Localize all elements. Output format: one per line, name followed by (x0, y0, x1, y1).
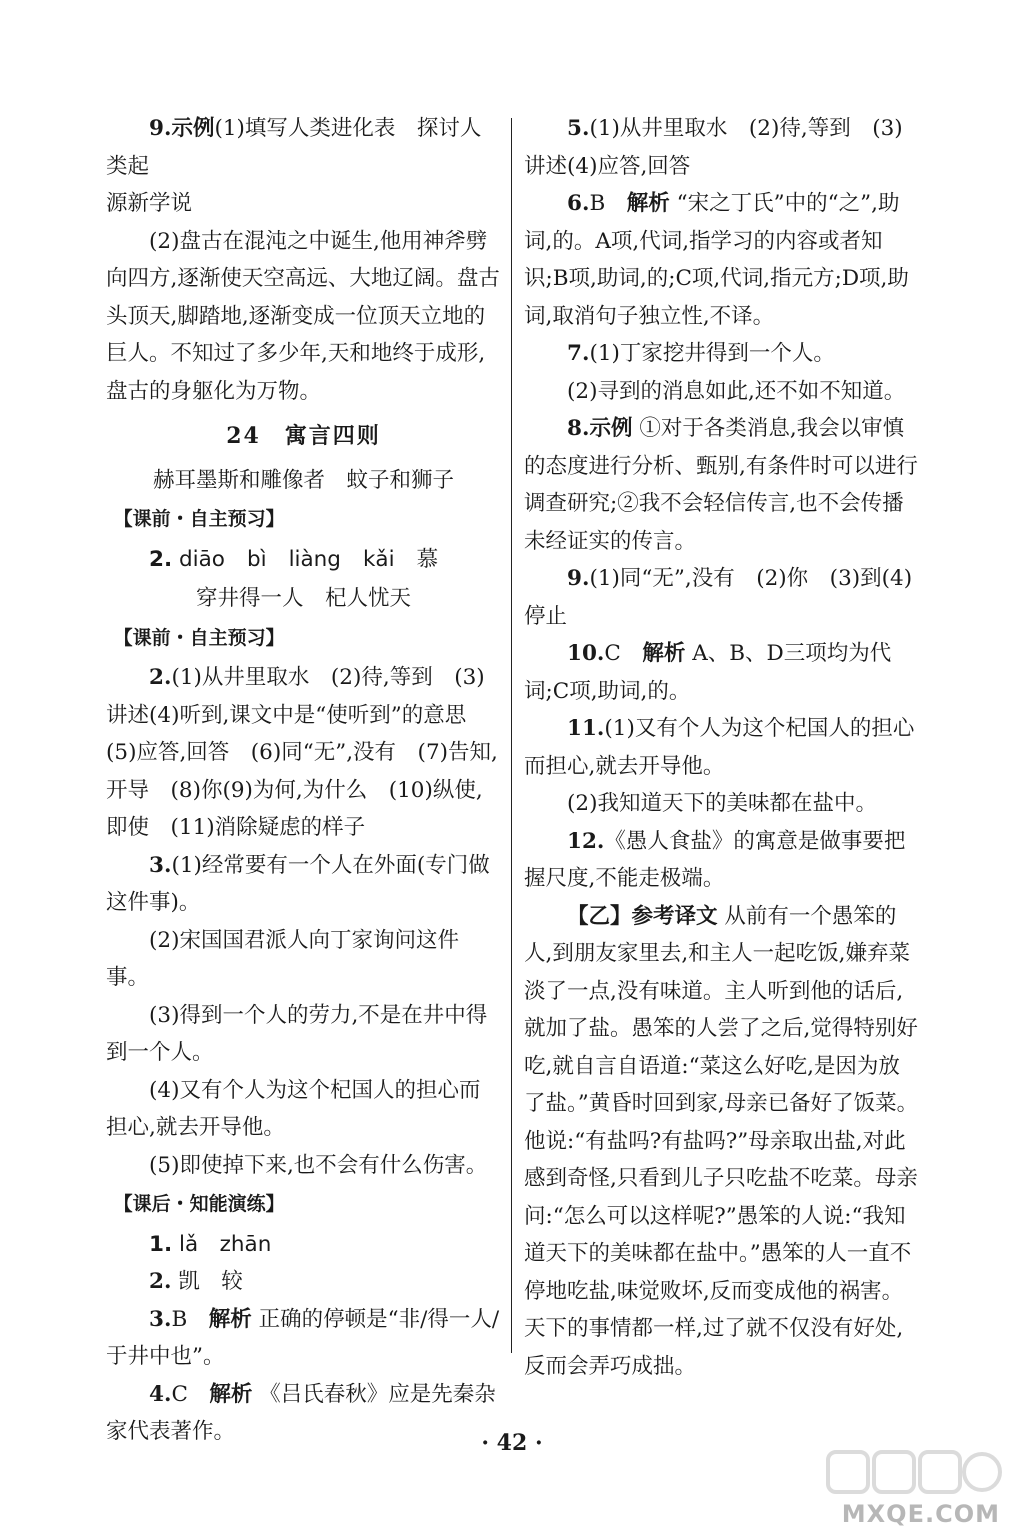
answer-c3-number: 3. (149, 1306, 172, 1332)
translation-text: 从前有一个愚笨的人,到朋友家里去,和主人一起吃饭,嫌弃菜淡了一点,没有味道。主人听到他的话后,就加了盐。愚笨的人尝了之后,觉得特别好吃,就自言自语道:“菜这么好吃,是因为放了盐。”黄昏时回到家,母亲已备好了饭菜。他说:“有盐吗?有盐吗?”母亲取出盐,对此感到奇怪,只看到儿子只吃盐不吃菜。母亲问:“怎么可以这样呢?”愚笨的人说:“我知道天下的美味都在盐中。”愚笨的人一直不停地吃盐,味觉败坏,反而变成他的祸害。天下的事情都一样,过了就不仅没有好处,反而会弄巧成拙。 (524, 903, 919, 1379)
answer-r7-2: (2)寻到的消息如此,还不如不知道。 (567, 378, 906, 404)
translation-paragraph (524, 898, 919, 1386)
answer-c4-number: 4. (149, 1381, 172, 1407)
answer-r5-text: (1)从井里取水 (2)待,等到 (3)讲述(4)应答,回答 (524, 116, 903, 179)
answer-b2 (106, 659, 501, 847)
answer-b3-number: 3. (149, 852, 172, 878)
answer-r6-label: 解析 (626, 191, 670, 216)
column-divider (511, 118, 512, 1353)
answer-r8-number: 8. (567, 416, 590, 441)
answer-r10 (524, 635, 919, 710)
answer-b3-text: (1)经常要有一个人在外面(专门做这件事)。 (106, 852, 490, 915)
q9-label: 示例 (171, 116, 215, 141)
answer-r11 (524, 710, 919, 785)
answer-r12 (524, 823, 919, 898)
answer-c3-choice: B (171, 1306, 188, 1332)
answer-r6-choice: B (589, 191, 606, 216)
pinyin-item: bì (246, 546, 267, 572)
answer-c3 (106, 1301, 501, 1376)
answer-c4-choice: C (171, 1381, 188, 1407)
answer-c3-label: 解析 (208, 1306, 252, 1332)
answer-r10-choice: C (604, 641, 621, 666)
left-column (106, 110, 501, 1451)
answer-r5-number: 5. (567, 116, 590, 141)
answer-r7 (524, 335, 919, 373)
answer-b3-3: (3)得到一个人的劳力,不是在井中得到一个人。 (106, 1002, 488, 1065)
subtitle-2: 穿井得一人 杞人忧天 (195, 586, 411, 611)
answer-r9-text: (1)同“无”,没有 (2)你 (3)到(4)停止 (524, 566, 913, 629)
answer-r6 (524, 185, 919, 335)
answer-2-pinyin (106, 541, 501, 579)
answer-r12-number: 12. (567, 828, 605, 854)
answer-c2-text: 凯 较 (178, 1269, 243, 1294)
answer-c2 (106, 1263, 501, 1301)
answer-c2-number: 2. (149, 1269, 172, 1294)
answer-2-number: 2. (149, 546, 173, 572)
answer-b3-2: (2)宋国国君派人向丁家询问这件事。 (106, 927, 459, 990)
answer-r10-number: 10. (567, 641, 605, 666)
answer-r9 (524, 560, 919, 635)
answer-r9-number: 9. (567, 566, 590, 591)
q9-line2: 源新学说 (106, 191, 193, 216)
pinyin-item: liàng (288, 546, 341, 572)
section-title: 24 寓言四则 (226, 423, 381, 449)
answer-r5 (524, 110, 919, 185)
answer-c3-text: 正确的停顿是“非/得一人/于井中也”。 (106, 1306, 500, 1369)
section-heading-preview-2: 【课前・自主预习】 (113, 626, 285, 649)
pinyin-item: kǎi (362, 546, 395, 572)
answer-r8-label: 示例 (589, 416, 633, 441)
answer-r8 (524, 410, 919, 560)
answer-c1 (106, 1226, 501, 1264)
translation-label: 【乙】参考译文 (567, 903, 718, 929)
answer-r11-number: 11. (567, 716, 605, 741)
answer-r11-2: (2)我知道天下的美味都在盐中。 (567, 791, 877, 816)
answer-r7-number: 7. (567, 341, 590, 366)
subtitle-1: 赫耳墨斯和雕像者 蚊子和狮子 (152, 467, 454, 493)
answer-r11-text: (1)又有个人为这个杞国人的担心而担心,就去开导他。 (524, 716, 915, 779)
answer-b3 (106, 847, 501, 922)
answer-c4-label: 解析 (209, 1381, 253, 1407)
answer-c1-text: lǎ zhān (178, 1231, 272, 1257)
answer-r6-text: “宋之丁氏”中的“之”,助词,的。A项,代词,指学习的内容或者知识;B项,助词,的;C项,代词,指元方;D项,助词,取消句子独立性,不译。 (524, 191, 909, 329)
answer-b2-number: 2. (149, 665, 172, 690)
answer-b2-text: (1)从井里取水 (2)待,等到 (3)讲述(4)听到,课文中是“使听到”的意思 (5)应答,回答 (6)同“无”,没有 (7)告知,开导 (8)你(9)为何,为什么 (10)纵使,即使 (11)消除疑虑的样子 (106, 665, 498, 840)
right-column (524, 110, 919, 1385)
q9-number: 9. (149, 116, 172, 141)
section-heading-practice: 【课后・知能演练】 (113, 1193, 285, 1215)
answer-r10-label: 解析 (642, 641, 686, 666)
answer-c1-number: 1. (149, 1231, 173, 1257)
section-heading-preview-1: 【课前・自主预习】 (113, 508, 285, 530)
pinyin-item: 慕 (416, 546, 439, 572)
q9-part2: (2)盘古在混沌之中诞生,他用神斧劈向四方,逐渐使天空高远、大地辽阔。盘古头顶天,脚踏地,逐渐变成一位顶天立地的巨人。不知过了多少年,天和地终于成形,盘古的身躯化为万物。 (106, 228, 500, 404)
answer-r12-text: 《愚人食盐》的寓意是做事要把握尺度,不能走极端。 (524, 828, 906, 891)
pinyin-item: diāo (178, 546, 225, 572)
answer-b3-5: (5)即使掉下来,也不会有什么伤害。 (149, 1152, 488, 1178)
watermark-text: MXQE.COM (841, 1500, 1000, 1528)
answer-r8-text: ①对于各类消息,我会以审慎的态度进行分析、甄别,有条件时可以进行调查研究;②我不会轻信传言,也不会传播未经证实的传言。 (524, 416, 918, 554)
answer-r6-number: 6. (567, 191, 590, 216)
answer-c4-text: 《吕氏春秋》应是先秦杂家代表著作。 (106, 1381, 496, 1444)
answer-r7-text: (1)丁家挖井得到一个人。 (589, 341, 835, 366)
q9-line1 (106, 110, 501, 185)
q9-text: (1)填写人类进化表 探讨人类起 (106, 116, 482, 179)
answer-b3-4: (4)又有个人为这个杞国人的担心而担心,就去开导他。 (106, 1077, 481, 1140)
page-number: · 42 · (481, 1430, 543, 1456)
answer-r10-text: A、B、D三项均为代词;C项,助词,的。 (524, 641, 892, 704)
